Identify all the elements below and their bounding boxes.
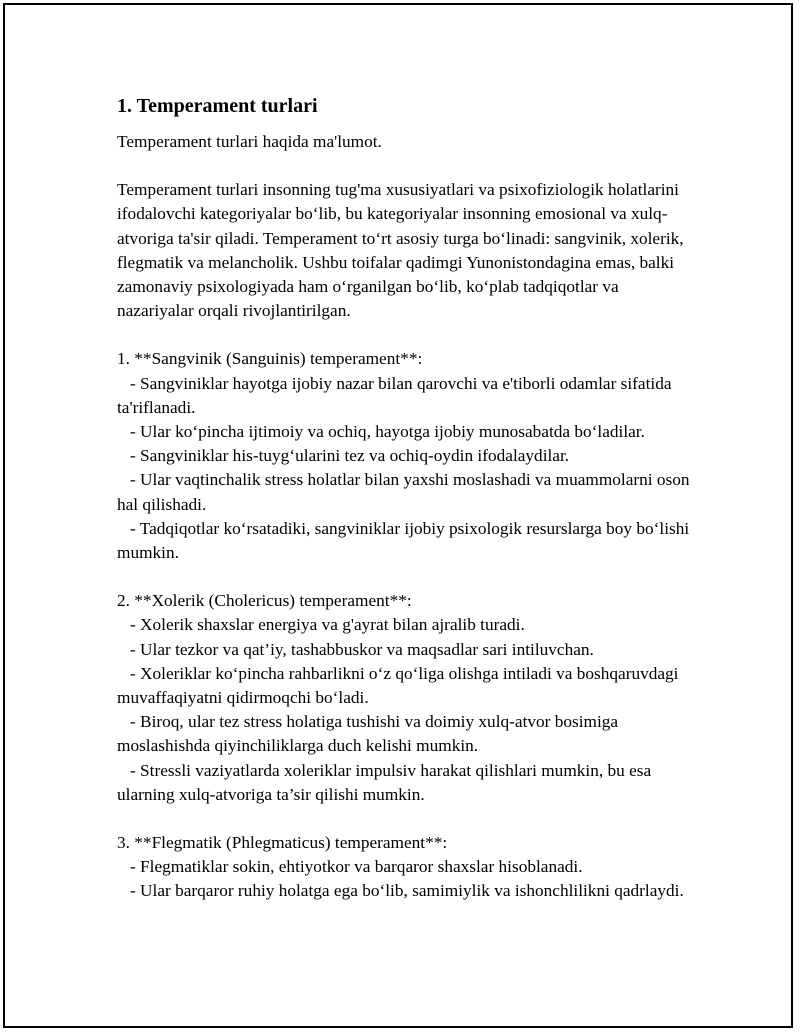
section-sangvinik xyxy=(117,347,697,565)
list-item: - Xoleriklar ko‘pincha rahbarlikni o‘z qo‘liga olishga intiladi va boshqaruvdagi muvaffaqiyatni qidirmoqchi bo‘ladi. xyxy=(117,663,683,708)
paragraph-gap xyxy=(117,565,697,589)
overview-paragraph: Temperament turlari insonning tug'ma xususiyatlari va psixofiziologik holatlarini ifodalovchi kategoriyalar bo‘lib, bu kategoriyalar insonning emosional va xulq-atvoriga ta'sir qiladi. Temperament to‘rt asosiy turga bo‘linadi: sangvinik, xolerik, flegmatik va melancholik. Ushbu toifalar qadimgi Yunonistondagina emas, balki zamonaviy psixologiyada ham o‘rganilgan bo‘lib, ko‘plab tadqiqotlar va nazariyalar orqali rivojlantirilgan. xyxy=(117,180,688,321)
section-xolerik xyxy=(117,589,697,807)
list-item: - Sangviniklar his-tuyg‘ularini tez va ochiq-oydin ifodalaydilar. xyxy=(129,446,570,466)
section-flegmatik xyxy=(117,831,697,904)
intro-paragraph: Temperament turlari haqida ma'lumot. xyxy=(117,132,382,151)
document-body xyxy=(117,91,697,904)
list-item: - Stressli vaziyatlarda xoleriklar impulsiv harakat qilishlari mumkin, bu esa ularning xulq-atvoriga ta’sir qilishi mumkin. xyxy=(117,760,656,804)
section-heading: 1. **Sangvinik (Sanguinis) temperament**: xyxy=(117,349,423,369)
list-item: - Ular tezkor va qat’iy, tashabbuskor va maqsadlar sari intiluvchan. xyxy=(129,639,594,659)
list-item: - Tadqiqotlar ko‘rsatadiki, sangviniklar ijobiy psixologik resurslarga boy bo‘lishi mumkin. xyxy=(117,518,694,563)
list-item: - Sangviniklar hayotga ijobiy nazar bilan qarovchi va e'tiborli odamlar sifatida ta'riflanadi. xyxy=(117,373,676,417)
list-item: - Ular ko‘pincha ijtimoiy va ochiq, hayotga ijobiy munosabatda bo‘ladilar. xyxy=(129,422,645,442)
paragraph-gap xyxy=(117,323,697,347)
section-heading: 3. **Flegmatik (Phlegmaticus) temperament**: xyxy=(117,833,448,853)
list-item: - Biroq, ular tez stress holatiga tushishi va doimiy xulq-atvor bosimiga moslashishda qiyinchiliklarga duch kelishi mumkin. xyxy=(117,712,623,756)
paragraph-gap xyxy=(117,807,697,831)
list-item: - Flegmatiklar sokin, ehtiyotkor va barqaror shaxslar hisoblanadi. xyxy=(129,857,583,877)
list-item: - Ular vaqtinchalik stress holatlar bilan yaxshi moslashadi va muammolarni oson hal qilishadi. xyxy=(117,470,694,514)
document-title: 1. Temperament turlari xyxy=(117,95,318,117)
list-item: - Ular barqaror ruhiy holatga ega bo‘lib, samimiylik va ishonchlilikni qadrlaydi. xyxy=(129,881,684,901)
section-heading: 2. **Xolerik (Cholericus) temperament**: xyxy=(117,591,412,611)
paragraph-gap xyxy=(117,154,697,178)
list-item: - Xolerik shaxslar energiya va g'ayrat bilan ajralib turadi. xyxy=(129,615,525,635)
